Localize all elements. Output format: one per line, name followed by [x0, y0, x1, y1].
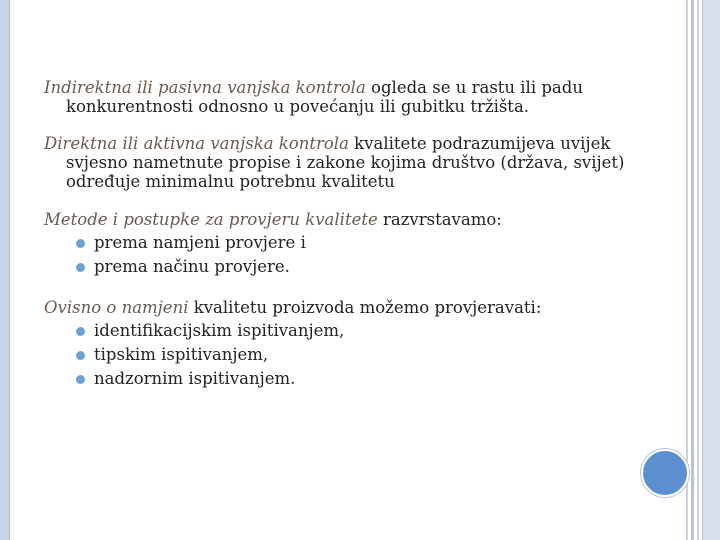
bullet-icon	[76, 327, 85, 336]
bullet-icon	[76, 263, 85, 272]
paragraph-direct-control	[44, 134, 644, 191]
list-item	[72, 255, 644, 279]
paragraph-indirect-control	[44, 78, 644, 116]
emphasis-text: Indirektna ili pasivna vanjska kontrola	[44, 78, 366, 97]
list-item-text: prema namjeni provjere i	[94, 233, 306, 252]
right-stripe-4	[702, 0, 720, 540]
body-text: kvalitetu proizvoda možemo provjeravati:	[188, 298, 542, 317]
right-stripe-1	[686, 0, 688, 540]
right-decorative-bars	[686, 0, 720, 540]
emphasis-text: Metode i postupke za provjeru kvalitete	[44, 210, 378, 229]
list-item	[72, 367, 644, 391]
methods-list	[44, 231, 644, 279]
decorative-circle	[641, 449, 689, 497]
body-text: ogleda se u rastu ili padu konkurentnosti odnosno u povećanju ili gubitku tržišta.	[66, 78, 583, 116]
right-stripe-2	[691, 0, 694, 540]
list-item-text: identifikacijskim ispitivanjem,	[94, 321, 345, 340]
bullet-icon	[76, 351, 85, 360]
list-item-text: tipskim ispitivanjem,	[94, 345, 269, 364]
paragraph-methods	[44, 209, 644, 231]
paragraph-by-purpose	[44, 297, 644, 319]
list-item-text: nadzornim ispitivanjem.	[94, 369, 296, 388]
body-text: kvalitete podrazumijeva uvijek svjesno nametnute propise i zakone kojima društvo (država, svijet) određuje minimalnu potrebnu kvalitetu	[66, 134, 625, 191]
list-item	[72, 231, 644, 255]
right-stripe-3	[697, 0, 699, 540]
emphasis-text: Ovisno o namjeni	[44, 298, 189, 317]
left-decorative-bar	[0, 0, 10, 540]
slide-content	[44, 78, 644, 391]
bullet-icon	[76, 375, 85, 384]
emphasis-text: Direktna ili aktivna vanjska kontrola	[44, 134, 349, 153]
list-item	[72, 319, 644, 343]
list-item	[72, 343, 644, 367]
bullet-icon	[76, 239, 85, 248]
purpose-list	[44, 319, 644, 391]
list-item-text: prema načinu provjere.	[94, 257, 290, 276]
body-text: razvrstavamo:	[377, 210, 502, 229]
